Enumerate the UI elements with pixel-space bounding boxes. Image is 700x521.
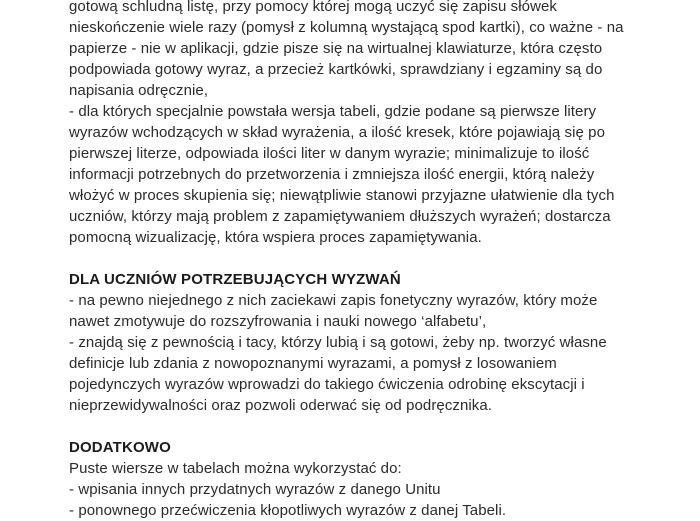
text-line: nieskończenie wiele razy (pomysł z kolumną wystającą spod kartki), co ważne - na <box>69 19 624 36</box>
text-line: Puste wiersze w tabelach można wykorzystać do: <box>69 460 402 477</box>
text-line: uczniów, którzy mają problem z zapamiętywaniem dłuższych wyrażeń; dostarcza <box>69 208 611 225</box>
text-line: pojedynczych wyrazów wprowadzi do takiego ćwiczenia odrobinę ekscytacji i <box>69 376 585 393</box>
text-line: pierwszej literze, odpowiada ilości liter w danym wyrazie; minimalizuje to ilość <box>69 145 590 162</box>
text-line: podpowiada gotowy wyraz, a przecież kartkówki, sprawdziany i egzaminy są do <box>69 61 603 78</box>
text-line: - wpisania innych przydatnych wyrazów z danego Unitu <box>69 481 441 498</box>
text-line: definicje lub zdania z nowopoznanymi wyrazami, a pomysł z losowaniem <box>69 355 557 372</box>
document-text-column <box>69 0 637 521</box>
text-line: nawet zmotywuje do rozszyfrowania i nauki nowego ‘alfabetu’, <box>69 313 487 330</box>
text-line: gotową schludną listę, przy pomocy której mogą uczyć się zapisu słówek <box>69 0 557 15</box>
body-paragraph <box>69 0 637 248</box>
text-line: - na pewno niejednego z nich zaciekawi zapis fonetyczny wyrazów, który może <box>69 292 598 309</box>
heading-line: DODATKOWO <box>69 439 171 456</box>
text-line: wyrazów wchodzących w skład wyrażenia, a ilość kresek, które pojawiają się po <box>69 124 605 141</box>
heading-line: DLA UCZNIÓW POTRZEBUJĄCYCH WYZWAŃ <box>69 271 401 288</box>
text-line: informacji potrzebnych do przetworzenia i zmniejsza ilość energii, którą należy <box>69 166 595 183</box>
body-paragraph <box>69 290 637 416</box>
text-line: - dla których specjalnie powstała wersja tabeli, gdzie podane są pierwsze litery <box>69 103 597 120</box>
paragraph-spacer <box>69 416 637 437</box>
text-line: pomocną wizualizację, która wspiera proces zapamiętywania. <box>69 229 482 246</box>
body-paragraph <box>69 458 637 521</box>
section-heading <box>69 269 637 290</box>
text-line: - ponownego przećwiczenia kłopotliwych wyrazów z danej Tabeli. <box>69 502 507 519</box>
text-line: włożyć w proces skupienia się; niewątpliwie stanowi przyjazne ułatwienie dla tych <box>69 187 615 204</box>
text-line: papierze - nie w aplikacji, gdzie pisze się na wirtualnej klawiaturze, która często <box>69 40 603 57</box>
paragraph-spacer <box>69 248 637 269</box>
text-line: napisania odręcznie, <box>69 82 209 99</box>
text-line: - znajdą się z pewnością i tacy, którzy lubią i są gotowi, żeby np. tworzyć własne <box>69 334 607 351</box>
text-line: nieprzewidywalności oraz pozwoli oderwać się od podręcznika. <box>69 397 493 414</box>
section-heading <box>69 437 637 458</box>
